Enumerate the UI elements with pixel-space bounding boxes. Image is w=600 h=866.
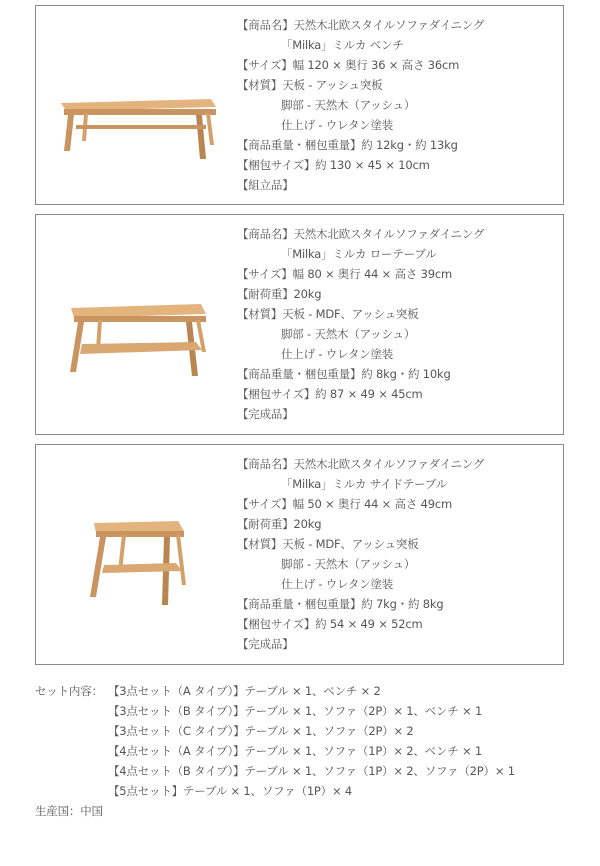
product-card-side-table xyxy=(35,444,564,665)
spec-line: 【材質】天板 - アッシュ突板 xyxy=(237,78,383,92)
spec-line: 【梱包サイズ】約 130 × 45 × 10cm xyxy=(237,158,430,172)
set-item: 【3点セット（B タイプ）】テーブル × 1、ソファ（2P）× 1、ベンチ × 1 xyxy=(108,704,483,718)
spec-line: 「Milka」ミルカ ベンチ xyxy=(281,38,404,52)
set-contents-label: セット内容： xyxy=(35,684,103,698)
set-item: 【4点セット（A タイプ）】テーブル × 1、ソファ（1P）× 2、ベンチ × 1 xyxy=(108,744,483,758)
set-contents xyxy=(35,681,515,821)
spec-line: 【梱包サイズ】約 87 × 49 × 45cm xyxy=(237,387,423,401)
spec-line: 仕上げ - ウレタン塗装 xyxy=(281,577,394,591)
spec-line: 【完成品】 xyxy=(237,637,294,651)
low-table-icon xyxy=(56,280,226,400)
spec-line: 「Milka」ミルカ サイドテーブル xyxy=(281,477,448,491)
spec-line: 【商品名】天然木北欧スタイルソファダイニング xyxy=(237,18,485,32)
spec-line: 【商品名】天然木北欧スタイルソファダイニング xyxy=(237,227,485,241)
spec-line: 仕上げ - ウレタン塗装 xyxy=(281,118,394,132)
spec-line: 【サイズ】幅 50 × 奥行 44 × 高さ 49cm xyxy=(237,497,452,511)
product-specs xyxy=(237,15,484,195)
spec-line: 脚部 - 天然木（アッシュ） xyxy=(281,98,416,112)
side-table-icon xyxy=(56,505,226,625)
spec-line: 【耐荷重】20kg xyxy=(237,517,322,531)
spec-line: 【商品重量・梱包重量】約 7kg・約 8kg xyxy=(237,597,444,611)
spec-line: 【組立品】 xyxy=(237,178,294,192)
spec-line: 「Milka」ミルカ ローテーブル xyxy=(281,247,437,261)
set-item: 【4点セット（B タイプ）】テーブル × 1、ソファ（1P）× 2、ソファ（2P）× 1 xyxy=(108,764,515,778)
origin: 生産国：中国 xyxy=(35,804,103,818)
product-card-bench xyxy=(35,5,564,205)
set-item: 【3点セット（A タイプ）】テーブル × 1、ベンチ × 2 xyxy=(108,684,381,698)
bench-icon xyxy=(56,66,226,186)
spec-line: 【材質】天板 - MDF、アッシュ突板 xyxy=(237,537,419,551)
spec-line: 【商品重量・梱包重量】約 8kg・約 10kg xyxy=(237,367,451,381)
spec-line: 【耐荷重】20kg xyxy=(237,287,322,301)
spec-line: 脚部 - 天然木（アッシュ） xyxy=(281,327,416,341)
spec-line: 【商品名】天然木北欧スタイルソファダイニング xyxy=(237,457,485,471)
product-specs xyxy=(237,454,484,654)
product-card-low-table xyxy=(35,214,564,435)
set-item: 【3点セット（C タイプ）】テーブル × 1、ソファ（2P）× 2 xyxy=(108,724,414,738)
spec-line: 【材質】天板 - MDF、アッシュ突板 xyxy=(237,307,419,321)
spec-line: 【サイズ】幅 120 × 奥行 36 × 高さ 36cm xyxy=(237,58,460,72)
spec-line: 【サイズ】幅 80 × 奥行 44 × 高さ 39cm xyxy=(237,267,452,281)
spec-line: 仕上げ - ウレタン塗装 xyxy=(281,347,394,361)
set-item: 【5点セット】テーブル × 1、ソファ（1P）× 4 xyxy=(108,784,352,798)
spec-line: 【梱包サイズ】約 54 × 49 × 52cm xyxy=(237,617,423,631)
spec-line: 【商品重量・梱包重量】約 12kg・約 13kg xyxy=(237,138,458,152)
product-specs xyxy=(237,224,484,424)
spec-line: 脚部 - 天然木（アッシュ） xyxy=(281,557,416,571)
spec-line: 【完成品】 xyxy=(237,407,294,421)
